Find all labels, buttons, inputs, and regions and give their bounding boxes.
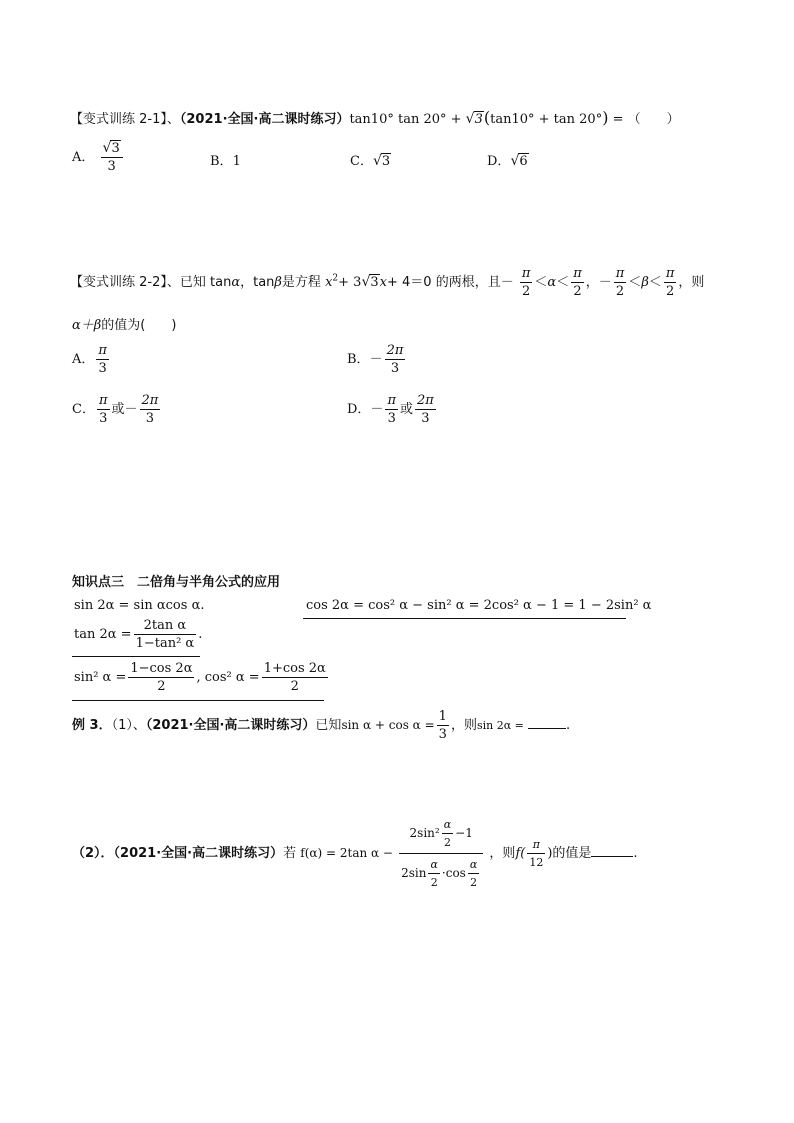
option-a[interactable] [72,140,125,175]
question-2-1 [70,108,680,127]
question-tag: 【变式训练 2-1】 [70,112,167,127]
question-stem: 若 [283,846,297,861]
option-b[interactable] [210,150,241,169]
fraction-pi-2: $\frac{\pi}{2}$ [573,266,582,299]
beta: β [274,275,282,290]
paren-open: ( [483,108,491,127]
option-c[interactable] [72,392,162,427]
fraction-pi-2: $\frac{\pi}{2}$ [521,266,531,299]
fraction: $\frac{1}{3}$ [438,709,447,742]
divider-line [72,656,200,657]
formula-mid: , cos² α = [196,670,260,685]
part-label: （1）、 [111,718,146,733]
sqrt-radical: √3 [372,153,391,169]
question-stem: 是方程 [281,275,321,290]
question-tag: 【变式训练 2-2】 [70,275,167,290]
alpha: α [547,275,557,290]
term: + 3 [338,275,362,290]
period: . [198,627,203,642]
less-than: ＜ [628,275,642,290]
part-label: （2）． [72,846,114,861]
paren-close: ) [547,846,553,861]
alpha: α [231,275,241,290]
variable-x: x [379,275,387,290]
option-label: C． [72,402,95,417]
less-than: ＜ [648,275,662,290]
or-text: 或－ [111,402,138,417]
question-stem: ，则 [678,275,705,290]
separator: ，－ [585,275,612,290]
exponent: 2 [332,273,339,284]
option-d[interactable] [347,392,438,427]
question-source: （2021·全国·高二课时练习） [179,112,350,127]
function-call: f( [515,846,526,861]
example-3-1 [72,708,570,743]
fraction: $\frac{\pi}{12}$ [529,838,544,869]
big-fraction: 2sin² $\frac{\alpha}{2}$ −1 2sin $\frac{\alpha}{2}$ ·cos $\frac{\alpha}{2}$ [399,816,483,891]
example-3-2 [72,816,638,891]
formula-half-angle [74,660,330,695]
option-label: D． [347,402,371,417]
fraction: $\frac{2\pi}{3}$ [141,393,159,426]
divider-line [303,618,626,619]
formula-lhs: sin² α = [74,670,127,685]
sqrt-radical: √3 [465,111,483,127]
section-title: 知识点三 二倍角与半角公式的应用 [72,575,281,590]
option-a[interactable] [72,342,111,377]
fraction: $\frac{\pi}{3}$ [98,343,107,376]
fraction: $\frac{1+\cos 2\alpha}{2}$ [263,661,326,694]
question-stem-inner: tan10° + tan 20° [490,112,603,127]
beta: β [641,275,649,290]
answer-blank[interactable] [528,716,566,729]
option-label: A． [72,352,95,367]
question-stem: + 4＝0 的两根，且－ [387,275,514,290]
divider-line [72,700,324,701]
option-label: A． [72,150,95,165]
option-d[interactable] [487,150,529,169]
fraction: $\frac{1-\cos 2\alpha}{2}$ [130,661,193,694]
question-stem: 、已知 tan [166,275,232,290]
fraction-pi-2: $\frac{\pi}{2}$ [665,266,675,299]
option-b[interactable] [347,342,407,377]
separator: 、 [166,112,180,127]
question-stem: 的值为( ) [101,318,177,333]
expression: sin α + cos α = [341,718,435,732]
function-definition: f(α) = 2tan α − [300,846,393,860]
less-than: ＜ [534,275,548,290]
question-source: （2021·全国·高二课时练习） [145,718,316,733]
option-c[interactable] [350,150,391,169]
less-than: ＜ [556,275,570,290]
example-label: 例 3． [72,718,112,733]
period: . [565,718,571,733]
question-stem: 的值是 [552,846,592,861]
question-stem: 已知 [315,718,342,733]
answer-blank[interactable] [591,844,633,857]
option-label: D． [487,154,511,169]
question-2-2 [70,265,704,300]
sqrt-radical: √3 [361,274,379,290]
option-label: B． [347,352,370,367]
option-value: 1 [232,154,241,169]
period: . [633,846,638,861]
question-stem: ，tan [240,275,275,290]
minus-sign: － [370,402,384,417]
question-2-2-line2 [72,314,176,333]
minus-sign: － [369,352,383,367]
option-label: B． [210,154,233,169]
fraction: $\frac{2\pi}{3}$ [417,393,434,426]
question-stem: tan10° tan 20° + [349,112,462,127]
expression: sin 2α = [476,719,524,732]
fraction: $\frac{2\pi}{3}$ [386,343,404,376]
fraction-pi-2: $\frac{\pi}{2}$ [615,266,625,299]
option-label: C． [350,154,373,169]
fraction: $\frac{\text{2tan α}}{\text{1−tan² α}}$ [135,618,195,651]
formula-lhs: tan 2α = [74,627,132,642]
question-stem: ，则 [489,846,516,861]
fraction: $\frac{\pi}{3}$ [387,393,396,426]
formula-cos2a: cos 2α = cos² α − sin² α = 2cos² α − 1 = 1 − 2sin² α [306,598,652,613]
paren-close: ) [602,108,609,127]
alpha-plus-beta: α＋β [72,318,102,333]
or-text: 或 [400,402,414,417]
answer-bracket: = （ ） [612,112,680,127]
formula-tan2a [74,617,202,652]
sqrt-radical: √6 [510,153,528,169]
fraction: $\frac{\pi}{3}$ [98,393,108,426]
fraction: $\frac{√3}{3}$ [101,140,123,175]
question-source: （2021·全国·高二课时练习） [113,846,284,861]
variable-x: x [325,275,333,290]
question-stem: ，则 [450,718,477,733]
formula-sin2a: sin 2α = sin αcos α. [74,598,205,613]
